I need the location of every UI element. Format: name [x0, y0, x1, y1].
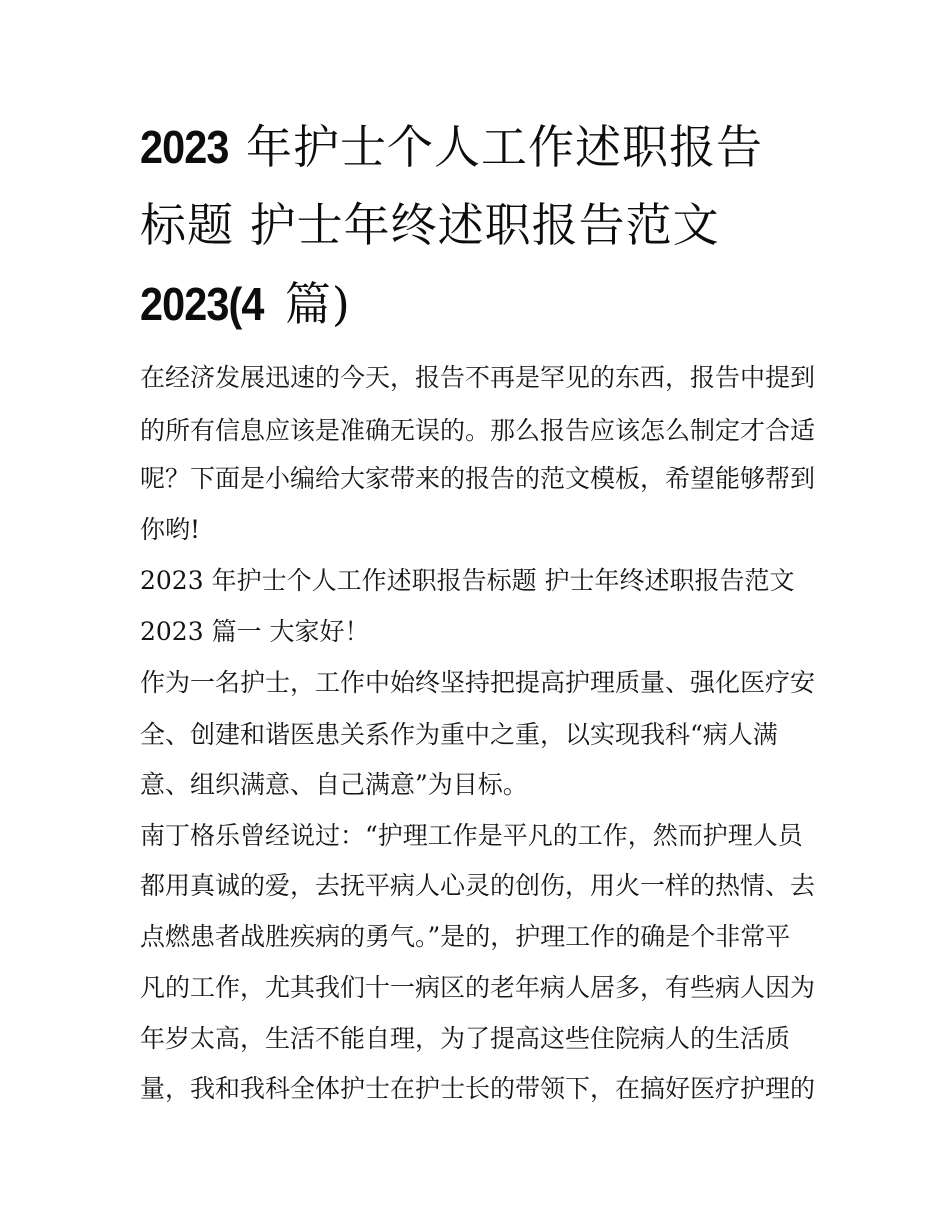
- text-line: 在经济发展迅速的今天，报告不再是罕见的东西，报告中提到: [140, 363, 816, 392]
- text-line: 凡的工作，尤其我们十一病区的老年病人居多，有些病人因为: [140, 973, 816, 1002]
- text-line: 你哟!: [140, 515, 201, 544]
- text-line: 作为一名护士，工作中始终坚持把提高护理质量、强化医疗安: [140, 668, 816, 697]
- section-heading: 2023 年护士个人工作述职报告标题 护士年终述职报告范文: [140, 566, 795, 595]
- text-line: 年岁太高，生活不能自理，为了提高这些住院病人的生活质: [140, 1024, 791, 1053]
- title-year: 2023: [140, 121, 229, 173]
- text-line: 全、创建和谐医患关系作为重中之重，以实现我科“病人满: [140, 720, 778, 749]
- title-line-1: [140, 117, 763, 177]
- title-year: 2023(4: [140, 278, 264, 330]
- title-line-3: [140, 274, 351, 334]
- text-line: 点燃患者战胜疾病的勇气。”是的，护理工作的确是个非常平: [140, 922, 791, 951]
- section-greeting: 2023 篇一 大家好！: [140, 617, 370, 646]
- text-line: 呢？下面是小编给大家带来的报告的范文模板，希望能够帮到: [140, 464, 816, 493]
- text-line: 南丁格乐曾经说过：“护理工作是平凡的工作，然而护理人员: [140, 821, 803, 850]
- text-line: 量，我和我科全体护士在护士长的带领下，在搞好医疗护理的: [140, 1074, 816, 1103]
- title-line-2: [140, 195, 720, 255]
- title-text: 篇): [269, 277, 351, 331]
- title-text: 年护士个人工作述职报告: [230, 120, 763, 174]
- text-line: 都用真诚的爱，去抚平病人心灵的创伤，用火一样的热情、去: [140, 871, 816, 900]
- text-line: 的所有信息应该是准确无误的。那么报告应该怎么制定才合适: [140, 416, 816, 445]
- title-text: 标题 护士年终述职报告范文: [140, 198, 720, 252]
- text-line: 意、组织满意、自己满意”为目标。: [140, 770, 528, 799]
